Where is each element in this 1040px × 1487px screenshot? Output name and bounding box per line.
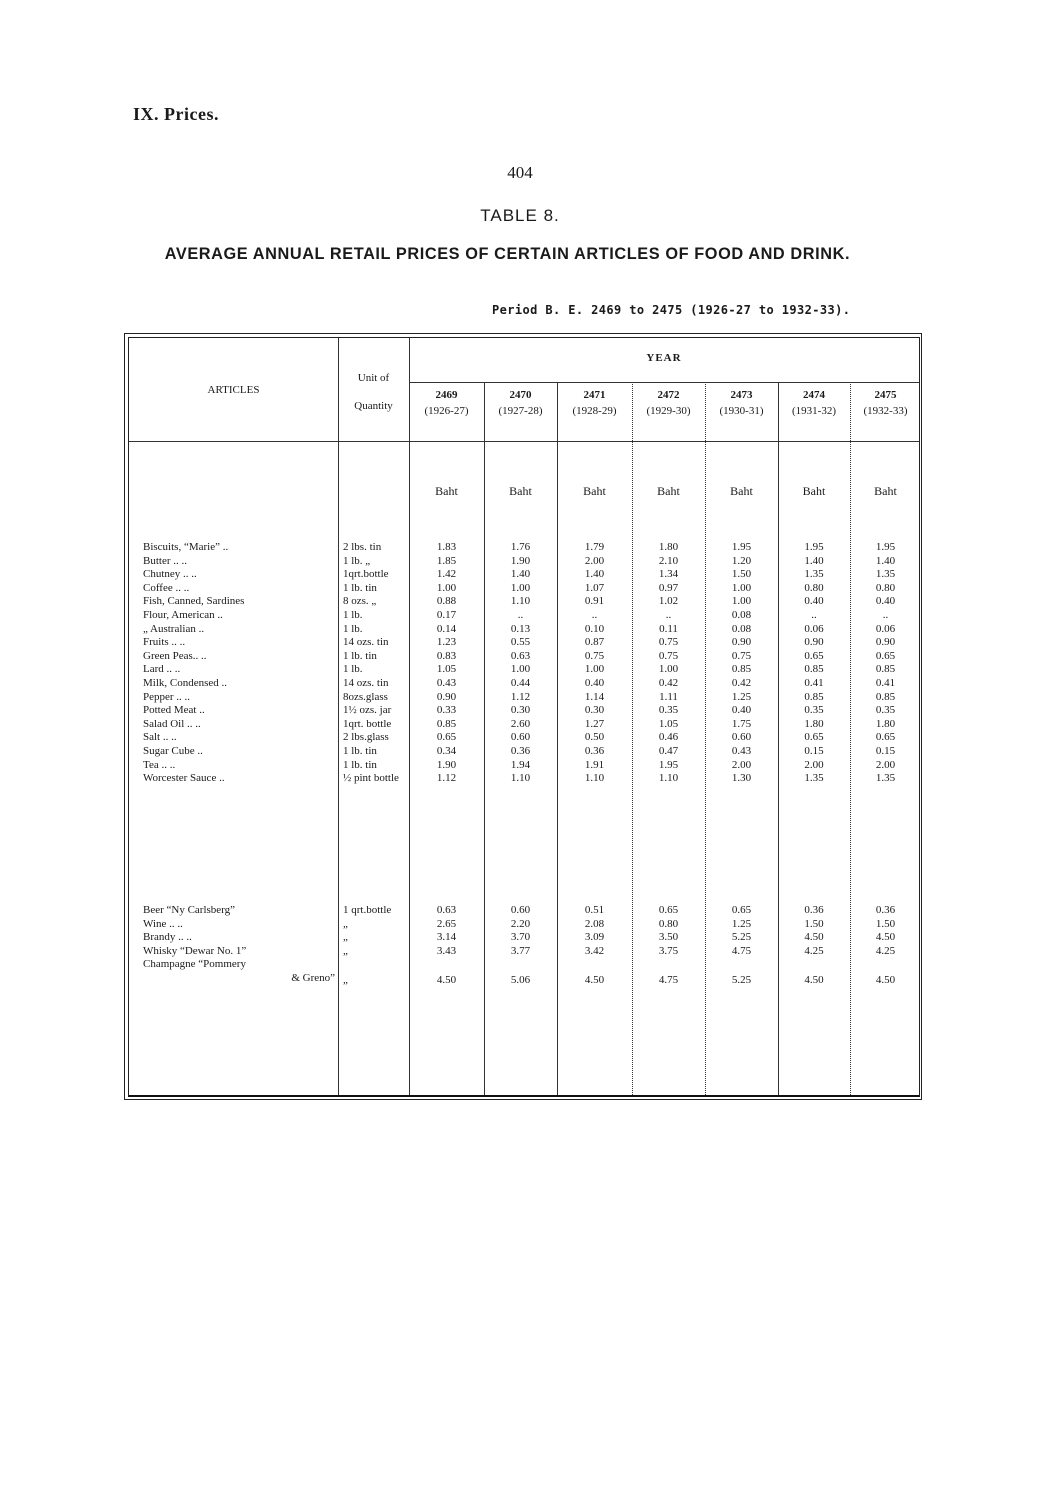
price-cell: 0.91 [584, 595, 605, 608]
price-cell: 1.90 [510, 554, 531, 567]
unit-of-quantity: 1 lb. tin [343, 649, 377, 662]
currency-label: Baht [583, 484, 606, 498]
article-name: Champagne “Pommery [143, 958, 246, 971]
article-name: Fruits .. .. [143, 636, 186, 649]
price-cell: 3.09 [584, 931, 605, 944]
price-cell: 1.40 [804, 554, 824, 567]
article-name: Whisky “Dewar No. 1” [143, 944, 247, 957]
price-cell: 1.40 [510, 568, 531, 581]
price-cell: 3.43 [436, 944, 457, 957]
header-rule [409, 382, 919, 383]
price-cell: 0.46 [658, 731, 679, 744]
year-header-ad: (1932-33) [863, 405, 908, 417]
price-cell: 0.85 [804, 690, 824, 703]
price-cell: 4.50 [804, 931, 824, 944]
price-cell: 1.10 [510, 772, 531, 785]
price-cell: 1.00 [510, 663, 531, 676]
price-cell: 0.35 [875, 704, 896, 717]
price-cell: 1.10 [658, 772, 679, 785]
price-cell: 1.85 [436, 554, 457, 567]
price-cell: 2.20 [510, 917, 531, 930]
price-cell: 0.65 [436, 731, 457, 744]
article-name: Worcester Sauce .. [143, 772, 225, 785]
price-cell: 1.50 [731, 568, 752, 581]
price-cell: 0.63 [436, 904, 457, 916]
price-cell: 1.35 [804, 772, 824, 785]
price-cell: 0.90 [436, 690, 457, 703]
unit-of-quantity: „ [343, 974, 348, 986]
price-cell: 1.10 [584, 772, 605, 785]
price-cell: 0.90 [875, 636, 896, 649]
price-cell: 0.36 [584, 745, 605, 757]
price-cell: 0.63 [510, 649, 531, 662]
article-name: Salt .. .. [143, 731, 177, 744]
price-cell: 1.95 [658, 758, 679, 771]
price-cell: 3.75 [658, 944, 679, 957]
price-cell: 1.00 [510, 581, 531, 594]
price-cell: 1.25 [731, 917, 752, 930]
price-cell: 0.11 [659, 622, 678, 635]
price-cell: 0.36 [804, 904, 824, 916]
price-cell: 1.10 [510, 595, 531, 608]
unit-of-quantity: „ [343, 944, 348, 957]
price-cell: 0.90 [804, 636, 824, 649]
table-title: AVERAGE ANNUAL RETAIL PRICES OF CERTAIN ARTICLES OF FOOD AND DRINK. [164, 244, 851, 263]
unit-of-quantity: 2 lbs.glass [343, 731, 389, 744]
price-cell: 0.85 [875, 663, 896, 676]
price-cell: 0.80 [875, 581, 896, 594]
price-cell: 1.00 [731, 595, 752, 608]
price-cell: 5.06 [510, 974, 531, 986]
unit-of-quantity: „ [343, 931, 348, 944]
unit-header-line2: Quantity [354, 400, 393, 412]
price-cell: 1.00 [436, 581, 457, 594]
price-cell: 1.11 [659, 690, 678, 703]
price-cell: 0.50 [584, 731, 605, 744]
price-cell: 0.65 [875, 649, 896, 662]
price-cell: 4.50 [875, 931, 896, 944]
price-cell: 0.65 [804, 731, 824, 744]
price-cell: 0.80 [658, 917, 679, 930]
period-note: Period B. E. 2469 to 2475 (1926-27 to 1932-33). [492, 303, 851, 317]
unit-of-quantity: 14 ozs. tin [343, 636, 389, 649]
price-cell: 3.50 [658, 931, 679, 944]
unit-of-quantity: 8 ozs. „ [343, 595, 377, 608]
price-cell: 0.06 [875, 622, 896, 635]
unit-header-line1: Unit of [357, 372, 390, 384]
price-cell: 0.08 [731, 609, 752, 621]
price-cell: 0.87 [584, 636, 605, 649]
price-cell: 1.05 [658, 717, 679, 730]
price-cell: 0.17 [436, 609, 457, 621]
price-cell: 0.40 [731, 704, 752, 717]
article-name: Potted Meat .. [143, 704, 205, 717]
price-cell: 0.15 [875, 745, 896, 757]
price-cell: 5.25 [731, 931, 752, 944]
price-cell: 0.15 [804, 745, 824, 757]
unit-of-quantity: 1½ ozs. jar [343, 704, 392, 717]
price-cell: 0.30 [584, 704, 605, 717]
article-name: Butter .. .. [143, 554, 187, 567]
price-cell: 0.85 [804, 663, 824, 676]
article-name: Milk, Condensed .. [143, 677, 228, 689]
unit-of-quantity: 1 lb. tin [343, 581, 377, 594]
price-cell: 0.35 [658, 704, 679, 717]
price-cell: 0.51 [584, 904, 605, 916]
price-cell: 0.97 [658, 581, 679, 594]
price-cell: .. [882, 609, 889, 621]
price-cell: 1.95 [731, 541, 752, 553]
unit-of-quantity: 1 lb. [343, 609, 363, 621]
price-cell: 1.20 [731, 554, 752, 567]
price-cell: 1.76 [510, 541, 531, 553]
currency-label: Baht [874, 484, 897, 498]
price-cell: 0.06 [804, 622, 824, 635]
year-header-be: 2475 [874, 389, 897, 401]
price-cell: 1.50 [875, 917, 896, 930]
price-cell: 0.85 [436, 717, 457, 730]
header-rule [129, 441, 919, 442]
price-cell: 0.41 [804, 677, 824, 689]
page-number: 404 [507, 163, 533, 182]
currency-label: Baht [657, 484, 680, 498]
year-header: YEAR [646, 352, 682, 364]
price-cell: 2.00 [875, 758, 896, 771]
price-cell: 4.50 [875, 974, 896, 986]
year-header-ad: (1931-32) [792, 405, 836, 417]
year-header-ad: (1927-28) [498, 405, 543, 417]
price-cell: 1.30 [731, 772, 752, 785]
price-cell: 1.50 [804, 917, 824, 930]
price-cell: 0.42 [658, 677, 679, 689]
price-cell: 0.10 [584, 622, 605, 635]
unit-of-quantity: 1qrt.bottle [343, 568, 389, 581]
unit-of-quantity: 1 lb. tin [343, 758, 377, 771]
price-cell: 1.40 [875, 554, 896, 567]
currency-label: Baht [730, 484, 753, 498]
article-name: Brandy .. .. [143, 931, 192, 944]
article-name: Salad Oil .. .. [143, 717, 201, 730]
price-cell: 1.75 [731, 717, 752, 730]
price-cell: 0.65 [804, 649, 824, 662]
price-cell: 0.43 [436, 677, 457, 689]
price-cell: 1.07 [584, 581, 605, 594]
price-cell: 0.60 [510, 904, 531, 916]
price-cell: 0.40 [875, 595, 896, 608]
price-cell: .. [665, 609, 672, 621]
price-cell: 1.05 [436, 663, 457, 676]
unit-of-quantity: 1 lb. [343, 663, 363, 676]
price-cell: 4.75 [658, 974, 679, 986]
year-header-be: 2474 [803, 389, 825, 401]
price-cell: 0.36 [875, 904, 896, 916]
price-cell: 3.70 [510, 931, 531, 944]
price-cell: 2.10 [658, 554, 679, 567]
price-cell: 0.40 [804, 595, 824, 608]
table-label: TABLE 8. [480, 206, 560, 225]
article-name: Biscuits, “Marie” .. [143, 541, 229, 553]
price-cell: 1.35 [875, 772, 896, 785]
price-cell: 1.25 [731, 690, 752, 703]
price-cell: 1.80 [875, 717, 896, 730]
price-table [124, 333, 922, 1100]
unit-of-quantity: 8ozs.glass [343, 690, 388, 703]
price-cell: 4.75 [731, 944, 752, 957]
price-cell: 2.00 [584, 554, 605, 567]
price-cell: 0.43 [731, 745, 752, 757]
price-cell: 3.14 [436, 931, 457, 944]
currency-label: Baht [435, 484, 458, 498]
price-cell: 1.79 [584, 541, 605, 553]
price-cell: 4.50 [436, 974, 457, 986]
year-header-ad: (1928-29) [572, 405, 617, 417]
price-cell: 0.65 [731, 904, 752, 916]
price-cell: 1.02 [658, 595, 679, 608]
article-name: Beer “Ny Carlsberg” [143, 904, 236, 916]
price-cell: 1.23 [436, 636, 457, 649]
price-cell: 0.75 [658, 636, 679, 649]
price-cell: 0.90 [731, 636, 752, 649]
unit-of-quantity: 1 lb. tin [343, 745, 377, 757]
article-name: Coffee .. .. [143, 581, 190, 594]
year-header-be: 2471 [583, 389, 606, 401]
price-cell: 1.35 [804, 568, 824, 581]
price-cell: 0.60 [731, 731, 752, 744]
price-cell: 0.65 [658, 904, 679, 916]
article-name: Sugar Cube .. [143, 745, 203, 757]
articles-header: ARTICLES [207, 384, 260, 396]
price-cell: 1.12 [510, 690, 531, 703]
price-cell: 0.35 [804, 704, 824, 717]
price-cell: .. [517, 609, 524, 621]
price-cell: 1.90 [436, 758, 457, 771]
price-cell: 0.08 [731, 622, 752, 635]
price-cell: 0.41 [875, 677, 896, 689]
price-cell: 1.14 [584, 690, 605, 703]
price-cell: 0.47 [658, 745, 679, 757]
price-cell: 4.25 [875, 944, 896, 957]
year-header-ad: (1930-31) [719, 405, 764, 417]
price-cell: 0.14 [436, 622, 457, 635]
price-cell: 4.50 [584, 974, 605, 986]
price-cell: 0.85 [731, 663, 752, 676]
article-name: Green Peas.. .. [143, 649, 207, 662]
price-cell: 2.65 [436, 917, 457, 930]
price-cell: 1.00 [658, 663, 679, 676]
price-cell: 0.75 [731, 649, 752, 662]
year-header-be: 2472 [657, 389, 680, 401]
unit-of-quantity: 1 qrt.bottle [343, 904, 392, 916]
price-cell: 0.42 [731, 677, 752, 689]
currency-label: Baht [802, 484, 826, 498]
price-cell: 0.60 [510, 731, 531, 744]
unit-of-quantity: 1 lb. [343, 622, 363, 635]
year-header-be: 2469 [435, 389, 458, 401]
price-cell: 2.08 [584, 917, 605, 930]
price-cell: 1.27 [584, 717, 605, 730]
price-cell: 0.85 [875, 690, 896, 703]
article-name: „ Australian .. [143, 622, 205, 635]
price-cell: 0.40 [584, 677, 605, 689]
price-cell: 1.95 [804, 541, 824, 553]
price-cell: 1.00 [584, 663, 605, 676]
article-name: Lard .. .. [143, 663, 181, 676]
price-cell: 0.88 [436, 595, 457, 608]
year-header-be: 2470 [509, 389, 532, 401]
article-name: Flour, American .. [143, 609, 223, 621]
table-frame [128, 337, 920, 1097]
price-cell: 4.50 [804, 974, 824, 986]
unit-of-quantity: 2 lbs. tin [343, 541, 382, 553]
year-header-be: 2473 [730, 389, 753, 401]
unit-of-quantity: ½ pint bottle [343, 772, 399, 785]
price-cell: 1.95 [875, 541, 896, 553]
price-cell: 1.12 [436, 772, 457, 785]
price-cell: 1.80 [658, 541, 679, 553]
price-cell: 0.33 [436, 704, 457, 717]
price-cell: 2.00 [731, 758, 752, 771]
price-cell: 0.30 [510, 704, 531, 717]
price-cell: 4.25 [804, 944, 824, 957]
year-header-ad: (1926-27) [424, 405, 469, 417]
price-cell: 2.00 [804, 758, 824, 771]
price-cell: .. [811, 609, 817, 621]
price-cell: 1.40 [584, 568, 605, 581]
price-cell: 0.83 [436, 649, 457, 662]
price-cell: 3.42 [584, 944, 605, 957]
article-name: Pepper .. .. [143, 690, 191, 703]
price-cell: 0.75 [584, 649, 605, 662]
price-cell: 1.34 [658, 568, 679, 581]
price-cell: 0.80 [804, 581, 824, 594]
column-rule [338, 338, 339, 1095]
article-name: Fish, Canned, Sardines [143, 595, 245, 608]
price-cell: 0.34 [436, 745, 457, 757]
price-cell: 2.60 [510, 717, 531, 730]
price-cell: 0.75 [658, 649, 679, 662]
unit-of-quantity: 1 lb. „ [343, 554, 371, 567]
price-cell: 1.91 [584, 758, 605, 771]
unit-of-quantity: 14 ozs. tin [343, 677, 389, 689]
price-cell: 5.25 [731, 974, 752, 986]
price-cell: 0.65 [875, 731, 896, 744]
article-name-continued: & Greno” [291, 972, 335, 984]
article-name: Wine .. .. [143, 917, 183, 930]
price-cell: 0.44 [510, 677, 531, 689]
price-cell: 0.55 [510, 636, 531, 649]
price-cell: 1.80 [804, 717, 824, 730]
price-cell: 3.77 [510, 944, 531, 957]
price-cell: 0.13 [510, 622, 531, 635]
currency-label: Baht [509, 484, 532, 498]
price-cell: .. [591, 609, 598, 621]
price-cell: 1.00 [731, 581, 752, 594]
unit-of-quantity: „ [343, 917, 348, 930]
section-heading: IX. Prices. [133, 104, 219, 124]
price-cell: 1.35 [875, 568, 896, 581]
article-name: Chutney .. .. [143, 568, 197, 581]
price-cell: 1.94 [510, 758, 531, 771]
unit-of-quantity: 1qrt. bottle [343, 717, 392, 730]
price-cell: 1.42 [436, 568, 457, 581]
price-cell: 0.36 [510, 745, 531, 757]
article-name: Tea .. .. [143, 758, 176, 771]
price-cell: 1.83 [436, 541, 457, 553]
year-header-ad: (1929-30) [646, 405, 691, 417]
